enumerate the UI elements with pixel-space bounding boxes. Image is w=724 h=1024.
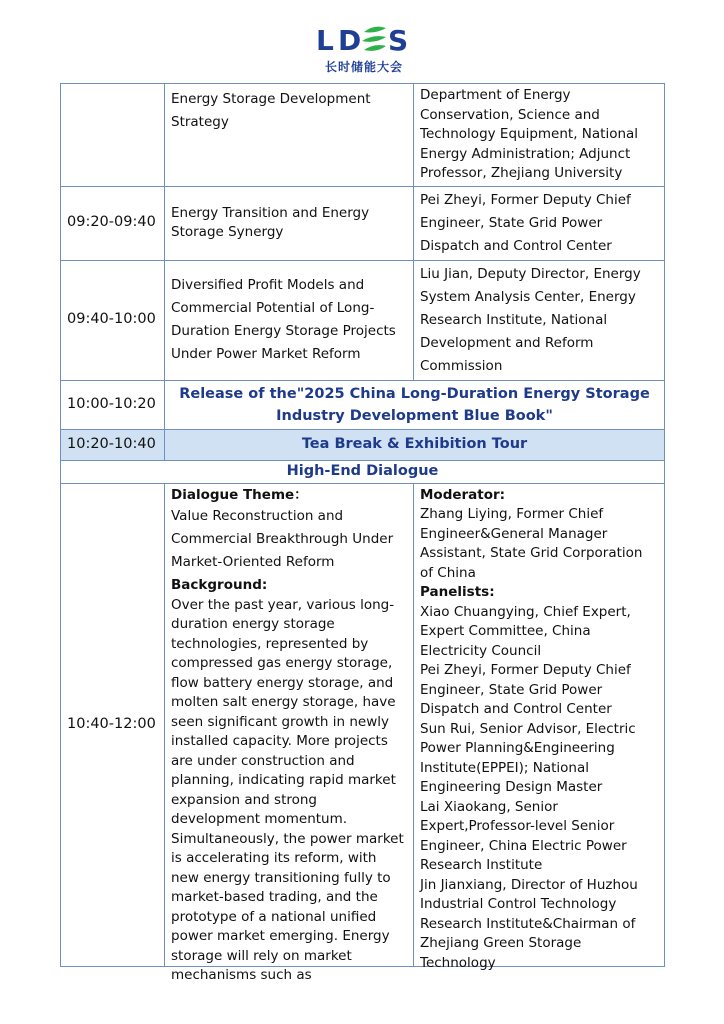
speaker-text: Pei Zheyi, Former Deputy Chief Engineer, State Grid Power Dispatch and Control Center (420, 191, 631, 254)
topic-text: Diversified Profit Models and Commercial Potential of Long-Duration Energy Storage Projects Under Power Market Reform (171, 277, 396, 362)
agenda-row-strategy (61, 84, 665, 187)
ldes-logo-mark (316, 24, 416, 56)
panelist-item: Jin Jianxiang, Director of Huzhou Industrial Control Technology Research Institute&Chairman of Zhejiang Green Storage Technology (420, 876, 638, 971)
svg-text:S: S (388, 24, 409, 57)
panelist-item: Xiao Chuangying, Chief Expert, Expert Committee, China Electricity Council (420, 603, 631, 659)
time-cell (61, 84, 165, 187)
background-label: Background: (171, 577, 268, 593)
speaker-text: Liu Jian, Deputy Director, Energy System Analysis Center, Energy Research Institute, National Development and Reform Commission (420, 265, 641, 374)
ldes-logo (310, 24, 420, 74)
speaker-cell (414, 260, 665, 380)
dialogue-theme-text: Value Reconstruction and Commercial Breakthrough Under Market-Oriented Reform (171, 508, 394, 570)
topic-text: Energy Storage Development Strategy (171, 91, 371, 130)
topic-cell (165, 260, 414, 380)
speaker-text: Department of Energy Conservation, Science and Technology Equipment, National Energy Administration; Adjunct Professor, Zhejiang University (420, 87, 639, 181)
topic-cell (165, 483, 414, 983)
panelist-item: Sun Rui, Senior Advisor, Electric Power Planning&Engineering Institute(EPPEI); National Engineering Design Master (420, 720, 636, 795)
speaker-cell (414, 186, 665, 260)
dialogue-topic-block (171, 486, 407, 983)
panelist-item: Pei Zheyi, Former Deputy Chief Engineer, State Grid Power Dispatch and Control Center (420, 662, 631, 717)
dialogue-speaker-block (420, 486, 658, 971)
topic-text: Energy Transition and Energy Storage Synergy (171, 204, 370, 240)
speaker-cell (414, 483, 665, 971)
agenda-row-dialogue (61, 483, 665, 966)
dialogue-theme-label: Dialogue Theme： (171, 486, 308, 503)
svg-text:L: L (316, 24, 334, 57)
tea-break-title: Tea Break & Exhibition Tour (165, 429, 665, 460)
background-text: Over the past year, various long-duration energy storage technologies, represented by compressed gas energy storage, flow battery energy storage, and molten salt energy storage, have seen significant growth in newly installed capacity. More projects are under construction and planning, indicating rapid market expansion and strong development momentum. Simultaneously, the power market is accelerating its reform, with new energy transitioning fully to market-based trading, and the prototype of a national unified power market emerging. Energy storage will rely on market mechanisms such as (171, 596, 404, 983)
section-header-row (61, 460, 665, 483)
agenda-row-release (61, 380, 665, 429)
moderator-label: Moderator: (420, 486, 506, 503)
time-cell: 10:00-10:20 (61, 380, 165, 429)
agenda-row-profit (61, 260, 665, 380)
moderator-text: Zhang Liying, Former Chief Engineer&General Manager Assistant, State Grid Corporation of China (420, 506, 643, 581)
agenda-row-tea-break (61, 429, 665, 460)
time-cell: 09:20-09:40 (61, 186, 165, 260)
panelist-item: Lai Xiaokang, Senior Expert,Professor-level Senior Engineer, China Electric Power Research Institute (420, 798, 627, 873)
topic-cell (165, 186, 414, 260)
svg-text:D: D (338, 24, 362, 57)
topic-cell (165, 84, 414, 187)
logo-subtitle: 长时储能大会 (324, 60, 403, 74)
release-title: Release of the"2025 China Long-Duration Energy Storage Industry Development Blue Book" (165, 380, 665, 429)
agenda-row-synergy (61, 186, 665, 260)
speaker-cell (414, 84, 665, 187)
time-cell: 10:20-10:40 (61, 429, 165, 460)
time-cell: 09:40-10:00 (61, 260, 165, 380)
section-title: High-End Dialogue (61, 460, 665, 483)
agenda-table (60, 83, 665, 983)
time-cell: 10:40-12:00 (61, 483, 165, 966)
panelists-label: Panelists: (420, 584, 495, 600)
